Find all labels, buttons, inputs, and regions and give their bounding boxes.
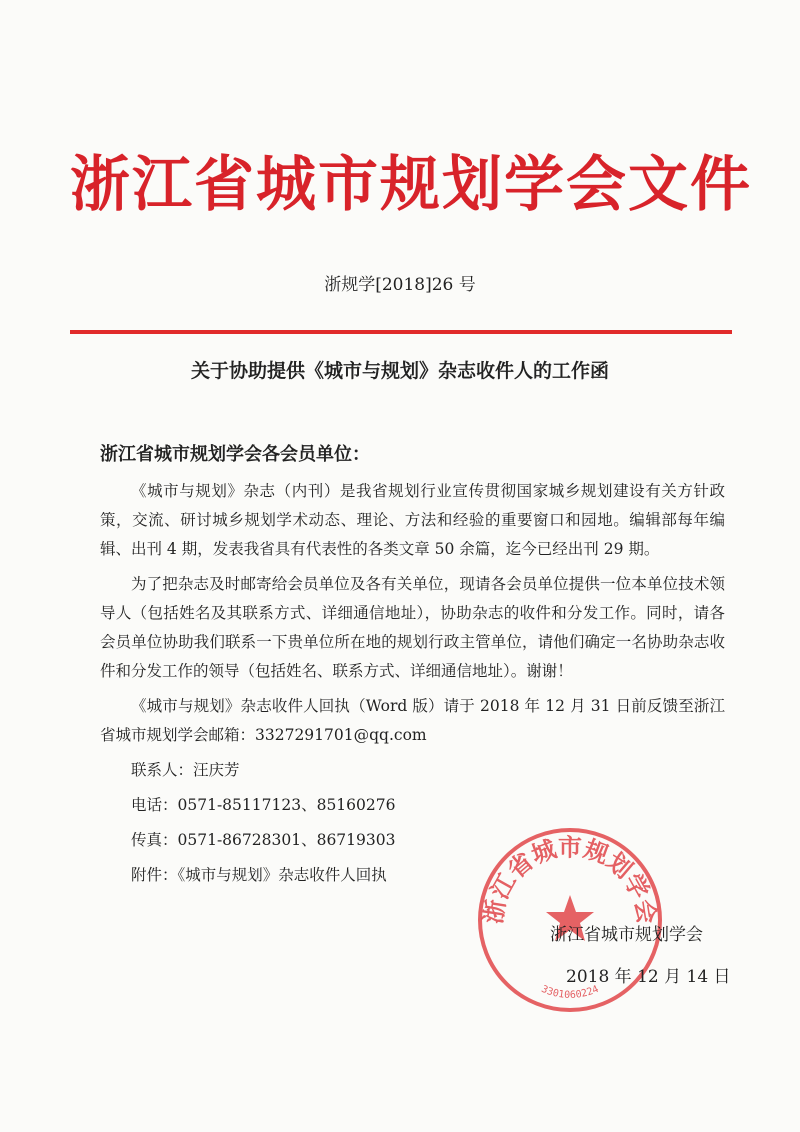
contact-fax: 传真：0571-86728301、86719303 xyxy=(131,831,396,849)
document-number: 浙规学[2018]26 号 xyxy=(324,275,476,295)
contact-person: 联系人：汪庆芳 xyxy=(131,761,240,779)
red-header-rule xyxy=(70,330,732,334)
attachment-note: 附件：《城市与规划》杂志收件人回执 xyxy=(131,866,387,884)
signature-organization: 浙江省城市规划学会 xyxy=(550,925,703,945)
letter-salutation: 浙江省城市规划学会各会员单位： xyxy=(100,444,370,465)
seal-org-text: 浙江省城市规划学会 xyxy=(478,832,662,926)
paragraph-reply-deadline: 《城市与规划》杂志收件人回执（Word 版）请于 2018 年 12 月 31 日前反馈至浙江省城市规划学会邮箱：3327291701@qq.com xyxy=(100,697,725,744)
paragraph-magazine-intro: 《城市与规划》杂志（内刊）是我省规划行业宣传贯彻国家城乡规划建设有关方针政策，交流、研讨城乡规划学术动态、理论、方法和经验的重要窗口和园地。编辑部每年编辑、出刊 4 期，发表我省具有代表性的各类文章 50 余篇，迄今已经出刊 29 期。 xyxy=(100,482,725,558)
contact-phone: 电话：0571-85117123、85160276 xyxy=(131,796,396,814)
letter-subject: 关于协助提供《城市与规划》杂志收件人的工作函 xyxy=(190,360,609,382)
signature-date: 2018 年 12 月 14 日 xyxy=(566,967,731,987)
paragraph-request: 为了把杂志及时邮寄给会员单位及各有关单位，现请各会员单位提供一位本单位技术领导人（包括姓名及其联系方式、详细通信地址），协助杂志的收件和分发工作。同时，请各会员单位协助我们联系一下贵单位所在地的规划行政主管单位，请他们确定一名协助杂志收件和分发工作的领导（包括姓名、联系方式、详细通信地址）。谢谢！ xyxy=(100,575,725,680)
seal-number-text: 3301060224 xyxy=(539,983,601,1001)
document-masthead-title: 浙江省城市规划学会文件 xyxy=(70,150,752,220)
